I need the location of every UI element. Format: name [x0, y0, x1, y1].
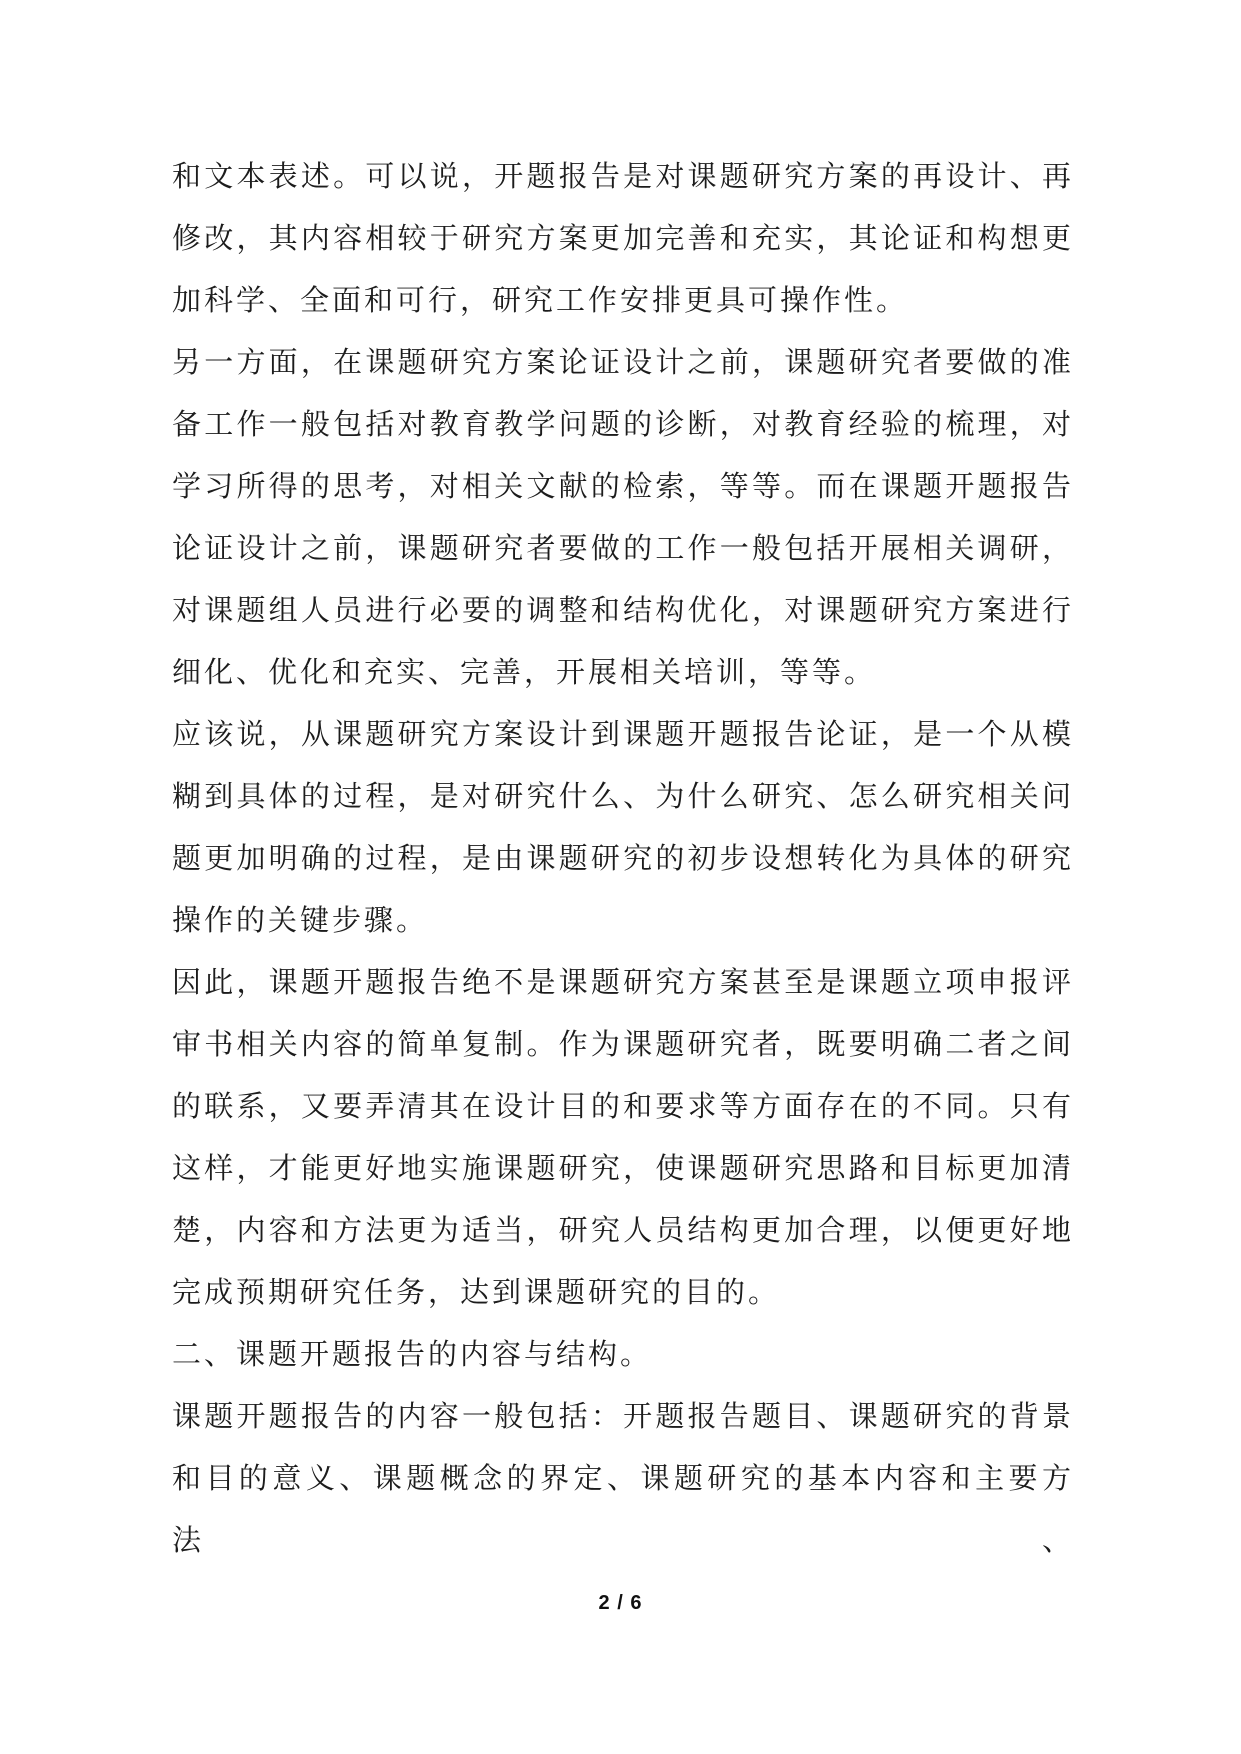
text-line: 另一方面，在课题研究方案论证设计之前，课题研究者要做的准	[172, 347, 1074, 379]
text-line: 学习所得的思考，对相关文献的检索，等等。而在课题开题报告	[172, 471, 1074, 503]
text-line: 题更加明确的过程，是由课题研究的初步设想转化为具体的研究	[172, 843, 1074, 875]
text-line: 论证设计之前，课题研究者要做的工作一般包括开展相关调研，	[172, 533, 1074, 565]
text-line: 的联系，又要弄清其在设计目的和要求等方面存在的不同。只有	[172, 1091, 1074, 1123]
text-line: 课题开题报告的内容一般包括：开题报告题目、课题研究的背景	[172, 1401, 1074, 1433]
text-line: 对课题组人员进行必要的调整和结构优化，对课题研究方案进行	[172, 595, 1074, 627]
section-heading-line: 二、课题开题报告的内容与结构。	[172, 1339, 653, 1371]
text-line: 修改，其内容相较于研究方案更加完善和充实，其论证和构想更	[172, 223, 1074, 255]
text-line: 加科学、全面和可行，研究工作安排更具可操作性。	[172, 285, 909, 317]
text-line: 备工作一般包括对教育教学问题的诊断，对教育经验的梳理，对	[172, 409, 1074, 441]
text-line: 应该说，从课题研究方案设计到课题开题报告论证，是一个从模	[172, 719, 1074, 751]
document-body	[172, 146, 1074, 1572]
text-line: 和目的意义、课题概念的界定、课题研究的基本内容和主要方法、	[172, 1463, 1074, 1557]
page-number: 2 / 6	[598, 1592, 643, 1614]
text-line: 楚，内容和方法更为适当，研究人员结构更加合理，以便更好地	[172, 1215, 1074, 1247]
text-line: 和文本表述。可以说，开题报告是对课题研究方案的再设计、再	[172, 161, 1074, 193]
text-line: 操作的关键步骤。	[172, 905, 429, 937]
text-line: 细化、优化和充实、完善，开展相关培训，等等。	[172, 657, 877, 689]
page-footer	[0, 1592, 1241, 1615]
text-line: 因此，课题开题报告绝不是课题研究方案甚至是课题立项申报评	[172, 967, 1074, 999]
text-line: 完成预期研究任务，达到课题研究的目的。	[172, 1277, 781, 1309]
text-line: 这样，才能更好地实施课题研究，使课题研究思路和目标更加清	[172, 1153, 1074, 1185]
text-line: 糊到具体的过程，是对研究什么、为什么研究、怎么研究相关问	[172, 781, 1074, 813]
text-line: 审书相关内容的简单复制。作为课题研究者，既要明确二者之间	[172, 1029, 1074, 1061]
